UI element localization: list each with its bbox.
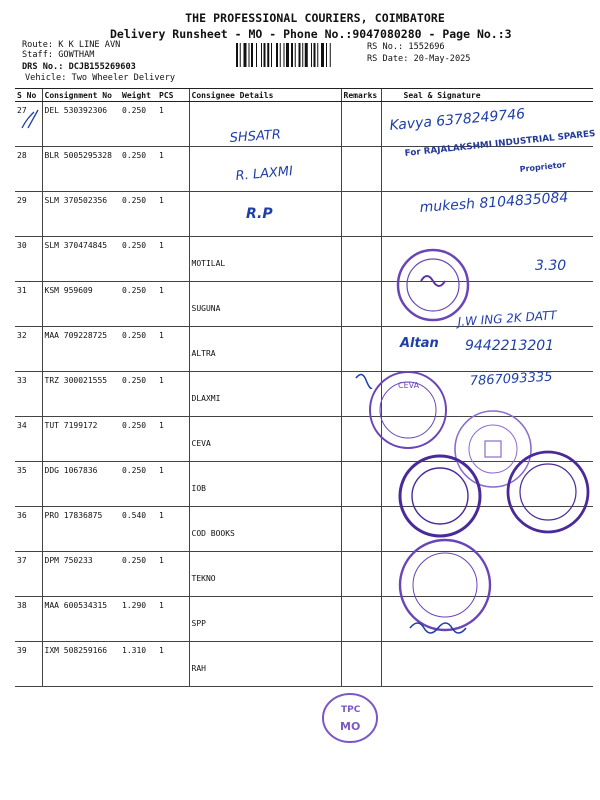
cell-sno: [15, 552, 42, 597]
cell-remarks: [341, 372, 381, 417]
barcode: [236, 43, 361, 67]
cell-consignment: [42, 462, 120, 507]
cell-consignment: [42, 507, 120, 552]
cell-sno-text: 31: [17, 286, 27, 295]
cell-consignee: [189, 102, 341, 147]
cell-consignee-text: MOTILAL: [191, 259, 226, 268]
cell-consignee-text: RAH: [191, 664, 206, 673]
cell-pcs-text: 1: [159, 601, 164, 610]
barcode-bar: [311, 43, 312, 67]
cell-consignee: [189, 237, 341, 282]
cell-remarks: [341, 462, 381, 507]
cell-consignment-text: BLR 5005295328: [44, 151, 112, 160]
cell-consignment-text: SLM 370474845: [44, 241, 108, 250]
rs-date: RS Date: 20-May-2025: [367, 54, 471, 64]
cell-remarks: [341, 147, 381, 192]
cell-weight: [120, 507, 157, 552]
cell-consignment-text: KSM 959609: [44, 286, 93, 295]
barcode-bar: [295, 43, 296, 67]
barcode-bar: [271, 43, 272, 67]
table-row: [15, 102, 593, 147]
rs-number: RS No.: 1552696: [367, 42, 445, 52]
barcode-bar: [317, 43, 318, 67]
cell-remarks: [341, 237, 381, 282]
cell-weight-text: 0.250: [122, 106, 147, 115]
cell-weight: [120, 327, 157, 372]
cell-seal-signature: [381, 147, 593, 192]
cell-pcs: [157, 282, 189, 327]
cell-seal-signature: [381, 282, 593, 327]
cell-consignment-text: DDG 1067836: [44, 466, 98, 475]
cell-remarks: [341, 327, 381, 372]
col-header-remarks: Remarks: [341, 89, 381, 102]
cell-weight: [120, 282, 157, 327]
cell-sno-text: 32: [17, 331, 27, 340]
rajalakshmi-stamp: For RAJALAKSHMI INDUSTRIAL SPARES: [404, 129, 596, 159]
cell-consignee: [189, 552, 341, 597]
cell-pcs: [157, 327, 189, 372]
table-row: [15, 552, 593, 597]
barcode-bar: [280, 43, 281, 67]
cell-consignee: [189, 327, 341, 372]
barcode-bar: [286, 43, 289, 67]
cell-consignment-text: MAA 709228725: [44, 331, 108, 340]
cell-weight-text: 0.250: [122, 241, 147, 250]
cell-weight: [120, 462, 157, 507]
barcode-bar: [261, 43, 262, 67]
cell-sno: [15, 417, 42, 462]
cell-pcs-text: 1: [159, 466, 164, 475]
cell-consignment: [42, 597, 120, 642]
barcode-bar: [299, 43, 301, 67]
cell-consignment-text: TRZ 300021555: [44, 376, 108, 385]
table-row: [15, 147, 593, 192]
col-header-sno: S No: [15, 89, 42, 102]
cell-remarks: [341, 552, 381, 597]
cell-sno: [15, 462, 42, 507]
cell-consignment: [42, 327, 120, 372]
cell-weight-text: 0.250: [122, 466, 147, 475]
cell-pcs-text: 1: [159, 106, 164, 115]
cell-remarks: [341, 192, 381, 237]
cell-consignee-text: SPP: [191, 619, 206, 628]
cell-pcs-text: 1: [159, 376, 164, 385]
cell-pcs: [157, 237, 189, 282]
cell-consignee-text: COD BOOKS: [191, 529, 235, 538]
barcode-bar: [305, 43, 308, 67]
staff-label: Staff: GOWTHAM: [22, 50, 95, 60]
cell-sno: [15, 597, 42, 642]
cell-weight: [120, 372, 157, 417]
cell-weight: [120, 417, 157, 462]
cell-weight-text: 0.250: [122, 421, 147, 430]
cell-pcs: [157, 642, 189, 687]
drs-number: DRS No.: DCJB155269603: [22, 62, 136, 72]
cell-consignee-text: SUGUNA: [191, 304, 221, 313]
cell-consignee-text: IOB: [191, 484, 206, 493]
cell-consignee: [189, 192, 341, 237]
barcode-bar: [302, 43, 303, 67]
company-title: THE PROFESSIONAL COURIERS, COIMBATORE: [185, 11, 445, 25]
cell-weight-text: 0.250: [122, 151, 147, 160]
cell-remarks: [341, 642, 381, 687]
cell-pcs-text: 1: [159, 556, 164, 565]
cell-consignment-text: TUT 7199172: [44, 421, 98, 430]
cell-weight: [120, 147, 157, 192]
handwritten-signature-row33-phone: 9442213201: [465, 338, 555, 354]
cell-sno: [15, 102, 42, 147]
table-row: [15, 372, 593, 417]
cell-seal-signature: [381, 462, 593, 507]
cell-pcs-text: 1: [159, 286, 164, 295]
cell-seal-signature: [381, 327, 593, 372]
cell-weight-text: 0.250: [122, 556, 147, 565]
cell-sno-text: 34: [17, 421, 27, 430]
tpc-stamp-top: TPC: [341, 705, 361, 715]
handwritten-name-row28: R. LAXMI: [235, 164, 294, 184]
cell-consignee-text: DLAXMI: [191, 394, 221, 403]
tpc-mo-stamp: [323, 694, 377, 742]
barcode-bar: [284, 43, 285, 67]
cell-seal-signature: [381, 642, 593, 687]
handwritten-name-row29: R.P: [246, 206, 273, 222]
cell-remarks: [341, 282, 381, 327]
cell-sno-text: 33: [17, 376, 27, 385]
cell-weight-text: 0.250: [122, 376, 147, 385]
cell-consignee: [189, 282, 341, 327]
handwritten-signature-row32: J.W ING 2K DATT: [457, 308, 558, 329]
cell-remarks: [341, 102, 381, 147]
cell-consignment: [42, 237, 120, 282]
table-row: [15, 462, 593, 507]
barcode-bar: [240, 43, 241, 67]
cell-remarks: [341, 507, 381, 552]
cell-sno-text: 30: [17, 241, 27, 250]
col-header-pcs: PCS: [157, 89, 189, 102]
cell-consignment: [42, 102, 120, 147]
cell-pcs: [157, 597, 189, 642]
col-header-consignment: Consignment No: [42, 89, 120, 102]
cell-pcs-text: 1: [159, 151, 164, 160]
cell-weight-text: 0.250: [122, 286, 147, 295]
cell-pcs-text: 1: [159, 646, 164, 655]
cell-weight: [120, 597, 157, 642]
cell-consignment-text: DPM 750233: [44, 556, 93, 565]
cell-consignment: [42, 417, 120, 462]
cell-remarks: [341, 597, 381, 642]
table-row: [15, 642, 593, 687]
cell-pcs: [157, 192, 189, 237]
cell-sno: [15, 642, 42, 687]
barcode-bar: [264, 43, 266, 67]
cell-weight-text: 1.290: [122, 601, 147, 610]
table-row: [15, 507, 593, 552]
barcode-bar: [291, 43, 293, 67]
cell-pcs-text: 1: [159, 331, 164, 340]
cell-sno-text: 39: [17, 646, 27, 655]
cell-consignee: [189, 507, 341, 552]
cell-sno-text: 38: [17, 601, 27, 610]
cell-weight-text: 1.310: [122, 646, 147, 655]
barcode-bar: [314, 43, 316, 67]
cell-pcs: [157, 417, 189, 462]
cell-pcs-text: 1: [159, 241, 164, 250]
handwritten-signature-row34: 7867093335: [469, 369, 553, 389]
cell-consignment: [42, 552, 120, 597]
cell-sno-text: 29: [17, 196, 27, 205]
table-row: [15, 282, 593, 327]
cell-consignment-text: PRO 17836875: [44, 511, 103, 520]
cell-consignment-text: IXM 508259166: [44, 646, 108, 655]
barcode-bar: [236, 43, 238, 67]
cell-consignment: [42, 147, 120, 192]
barcode-bar: [256, 43, 257, 67]
barcode-bar: [244, 43, 247, 67]
cell-seal-signature: [381, 369, 593, 417]
cell-consignment: [42, 372, 120, 417]
barcode-bar: [251, 43, 253, 67]
barcode-bar: [276, 43, 278, 67]
cell-consignee: [189, 417, 341, 462]
cell-sno: [15, 192, 42, 237]
cell-pcs: [157, 372, 189, 417]
cell-weight-text: 0.250: [122, 196, 147, 205]
barcode-bar: [267, 43, 269, 67]
cell-consignee-text: ALTRA: [191, 349, 216, 358]
tpc-stamp-bottom: MO: [340, 720, 361, 733]
cell-consignee-text: CEVA: [191, 439, 211, 448]
route-label: Route: K K LINE AVN: [22, 40, 121, 50]
cell-pcs: [157, 102, 189, 147]
cell-pcs: [157, 147, 189, 192]
cell-sno-text: 35: [17, 466, 27, 475]
cell-seal-signature: [381, 102, 593, 147]
runsheet-table: [15, 88, 593, 687]
cell-consignment-text: SLM 370502356: [44, 196, 108, 205]
cell-sno: [15, 147, 42, 192]
cell-seal-signature: [381, 237, 593, 282]
cell-consignee: [189, 597, 341, 642]
cell-consignment-text: DEL 530392306: [44, 106, 108, 115]
handwritten-signature-row33-name: Altan: [400, 336, 439, 351]
cell-seal-signature: [381, 507, 593, 552]
cell-weight-text: 0.540: [122, 511, 147, 520]
table-row: [15, 417, 593, 462]
table-row: [15, 237, 593, 282]
cell-sno: [15, 372, 42, 417]
col-header-weight: Weight: [120, 89, 157, 102]
table-row: [15, 192, 593, 237]
handwritten-signature-row29: mukesh 8104835084: [419, 189, 569, 216]
col-header-seal: Seal & Signature: [381, 89, 593, 102]
barcode-bar: [330, 43, 331, 67]
cell-sno: [15, 507, 42, 552]
cell-consignment: [42, 642, 120, 687]
cell-weight: [120, 552, 157, 597]
cell-seal-signature: [381, 189, 593, 237]
cell-weight: [120, 642, 157, 687]
cell-sno: [15, 327, 42, 372]
cell-sno: [15, 282, 42, 327]
cell-pcs: [157, 507, 189, 552]
cell-consignee: [189, 372, 341, 417]
cell-seal-signature: [381, 552, 593, 597]
proprietor-stamp: Proprietor: [519, 160, 567, 174]
cell-pcs: [157, 552, 189, 597]
ceva-stamp-label: CEVA: [398, 381, 420, 390]
handwritten-name-row27: SHSATR: [229, 127, 282, 146]
cell-consignee: [189, 642, 341, 687]
handwritten-signature-row27: Kavya 6378249746: [388, 106, 526, 134]
cell-consignment-text: MAA 600534315: [44, 601, 108, 610]
cell-weight-text: 0.250: [122, 331, 147, 340]
cell-seal-signature: [381, 417, 593, 462]
cell-consignee: [189, 147, 341, 192]
table-row: [15, 327, 593, 372]
table-header-row: [15, 89, 593, 102]
cell-sno-text: 37: [17, 556, 27, 565]
cell-sno-text: 27: [17, 106, 27, 115]
cell-sno-text: 36: [17, 511, 27, 520]
cell-sno: [15, 237, 42, 282]
runsheet-subtitle: Delivery Runsheet - MO - Phone No.:9047080280 - Page No.:3: [110, 27, 512, 41]
col-header-consignee: Consignee Details: [189, 89, 341, 102]
cell-weight: [120, 237, 157, 282]
barcode-bar: [249, 43, 250, 67]
cell-consignment: [42, 282, 120, 327]
cell-consignee-text: TEKNO: [191, 574, 216, 583]
cell-sno-text: 28: [17, 151, 27, 160]
cell-weight: [120, 102, 157, 147]
table-row: [15, 597, 593, 642]
cell-remarks: [341, 417, 381, 462]
cell-seal-signature: [381, 597, 593, 642]
cell-consignment: [42, 192, 120, 237]
cell-pcs-text: 1: [159, 196, 164, 205]
cell-pcs-text: 1: [159, 421, 164, 430]
cell-weight: [120, 192, 157, 237]
cell-pcs-text: 1: [159, 511, 164, 520]
handwritten-signature-row31: 3.30: [535, 258, 567, 274]
barcode-bar: [326, 43, 327, 67]
barcode-bar: [321, 43, 324, 67]
vehicle-label: Vehicle: Two Wheeler Delivery: [25, 73, 176, 83]
cell-pcs: [157, 462, 189, 507]
cell-consignee: [189, 462, 341, 507]
